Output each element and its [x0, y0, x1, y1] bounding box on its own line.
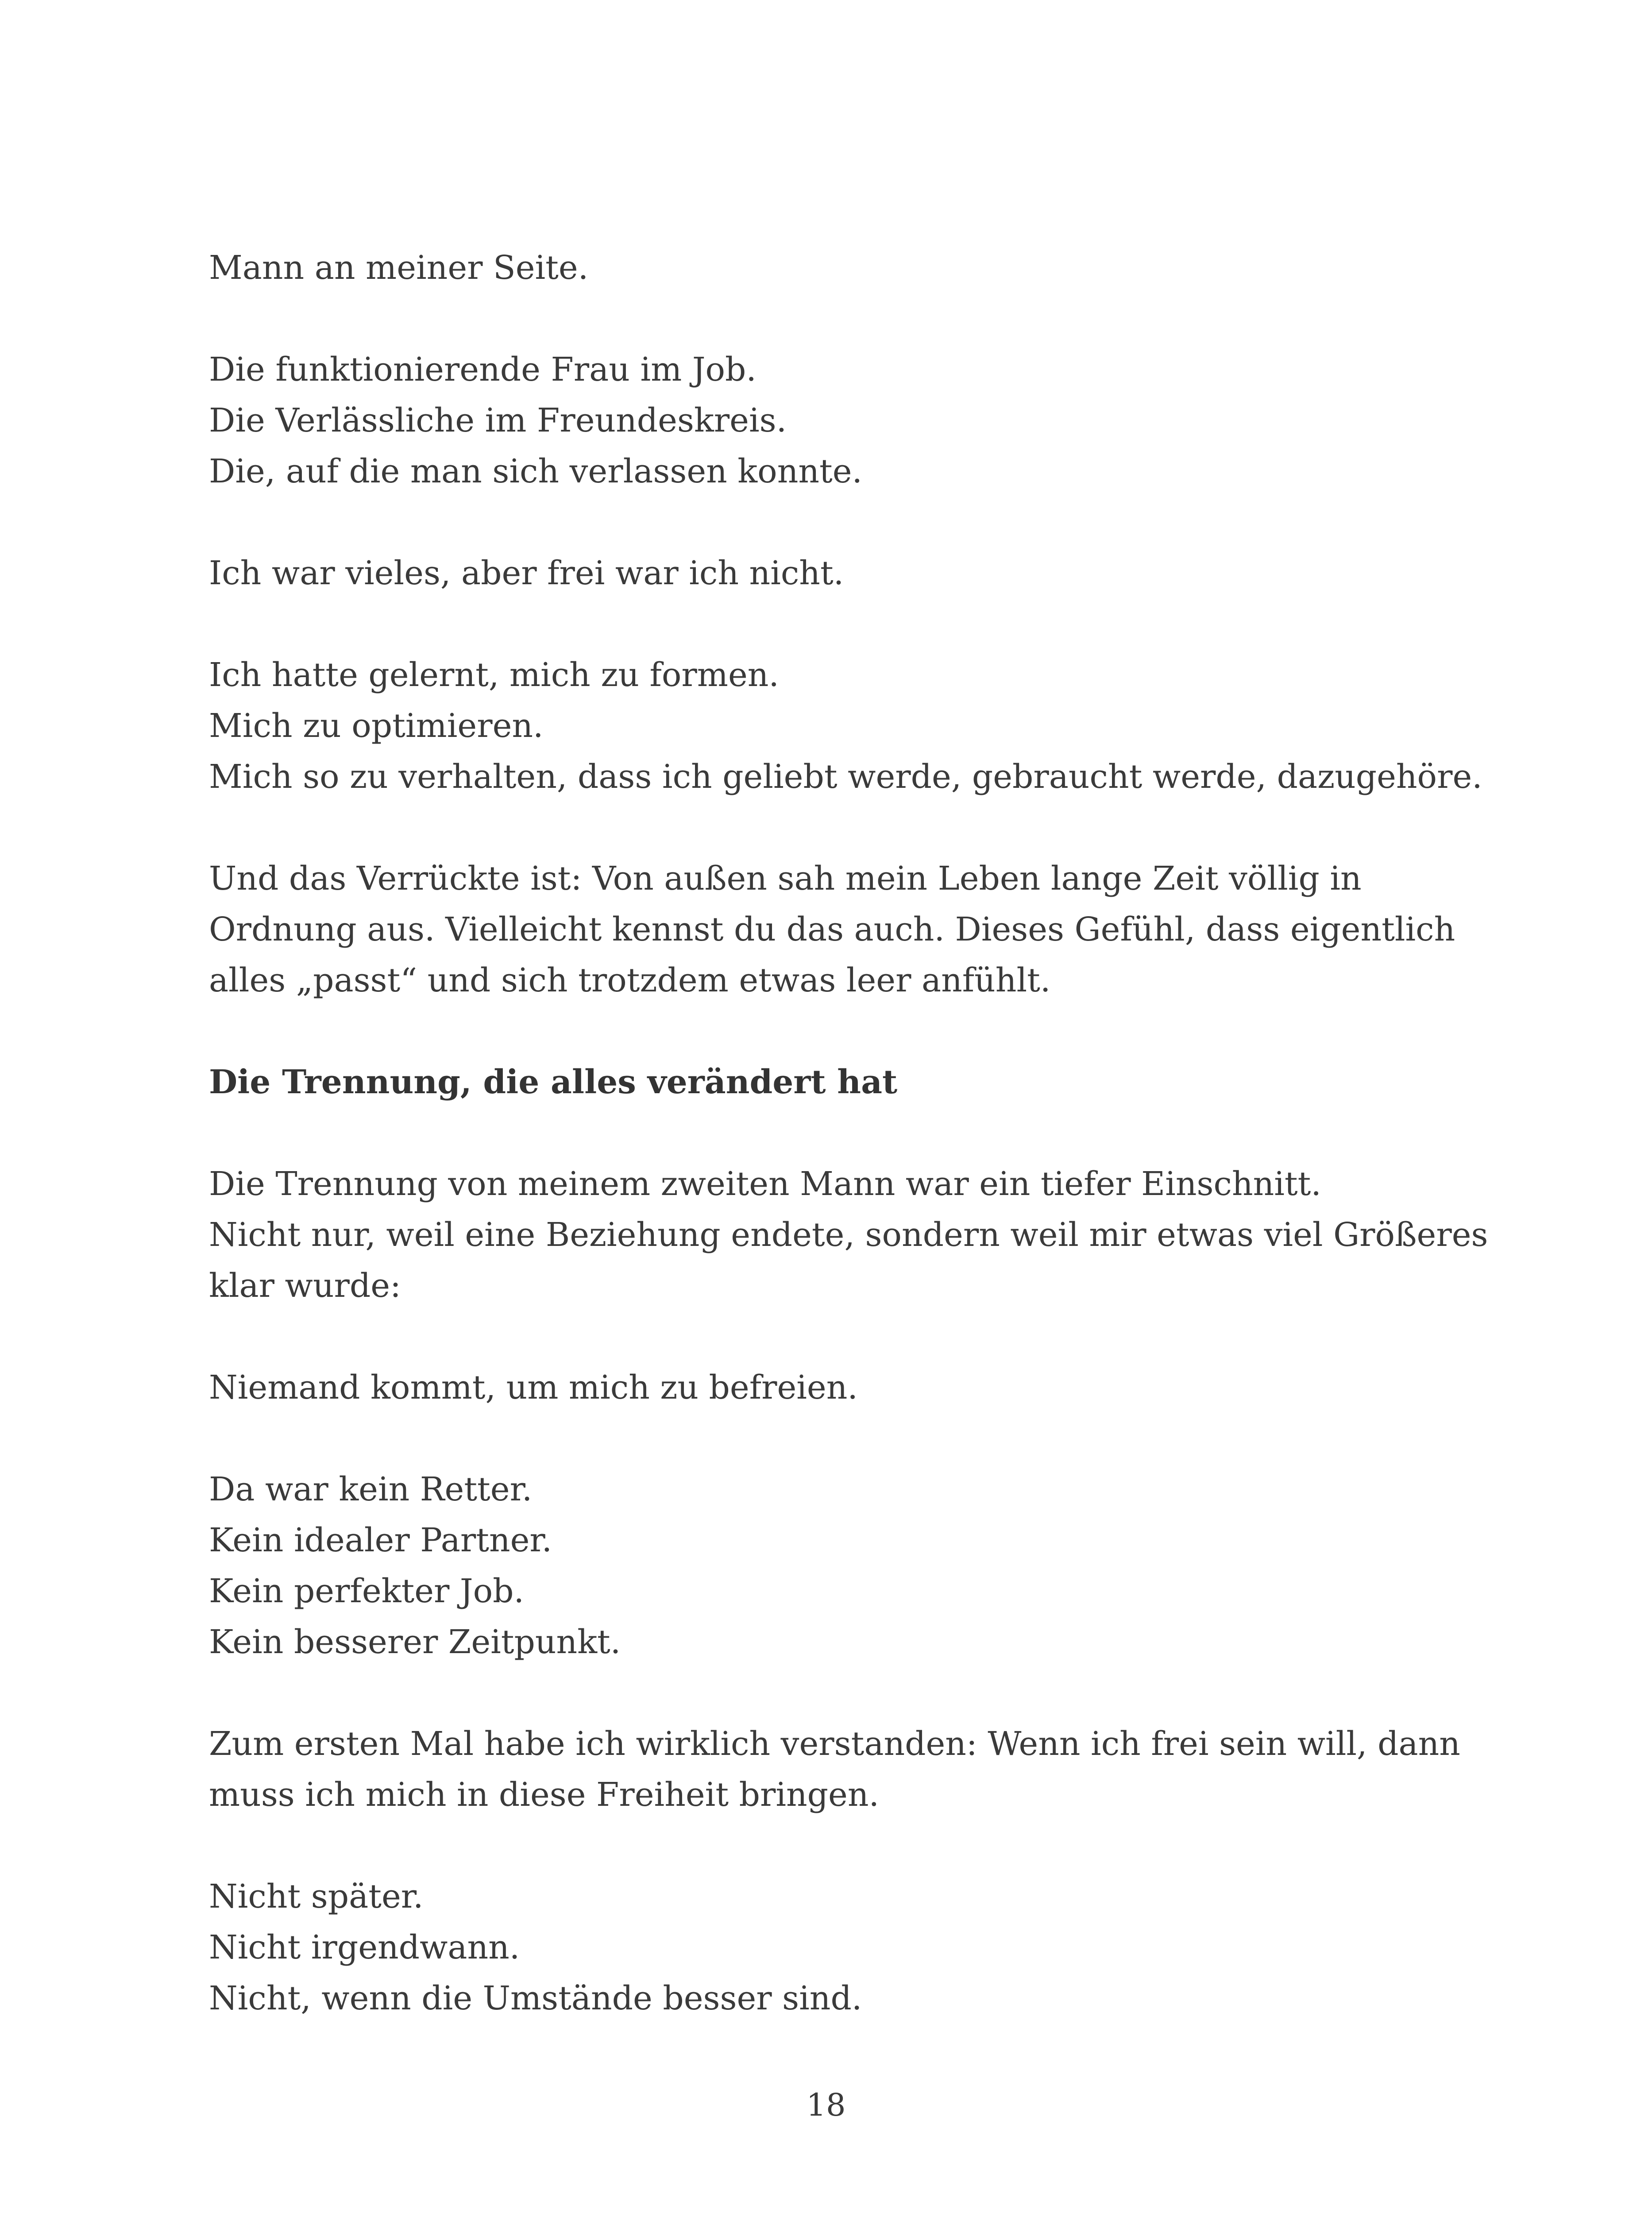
paragraph: [209, 1362, 1484, 1413]
page-text: [209, 243, 1488, 2075]
paragraph: [209, 243, 1484, 293]
heading-line: Die Trennung, die alles verändert hat: [209, 1063, 898, 1101]
text-line: Nicht, wenn die Umstände besser sind.: [209, 1979, 862, 2017]
paragraph: [209, 853, 1484, 1006]
paragraph: [209, 344, 1484, 497]
text-line: Nicht nur, weil eine Beziehung endete, sondern weil mir etwas viel Größeres: [209, 1216, 1488, 1254]
paragraph: [209, 1719, 1484, 1820]
text-line: alles „passt“ und sich trotzdem etwas leer anfühlt.: [209, 961, 1051, 999]
text-line: klar wurde:: [209, 1267, 401, 1305]
text-line: Ordnung aus. Vielleicht kennst du das auch. Dieses Gefühl, dass eigentlich: [209, 910, 1455, 948]
paragraph: [209, 1159, 1488, 1311]
text-line: Und das Verrückte ist: Von außen sah mein Leben lange Zeit völlig in: [209, 860, 1362, 898]
text-line: Die, auf die man sich verlassen konnte.: [209, 452, 863, 490]
text-line: Zum ersten Mal habe ich wirklich verstanden: Wenn ich frei sein will, dann: [209, 1725, 1460, 1763]
text-line: Die Trennung von meinem zweiten Mann war ein tiefer Einschnitt.: [209, 1165, 1321, 1203]
text-line: Ich hatte gelernt, mich zu formen.: [209, 656, 779, 694]
text-line: Mich zu optimieren.: [209, 707, 544, 745]
text-line: Nicht irgendwann.: [209, 1928, 520, 1966]
text-line: Kein idealer Partner.: [209, 1521, 552, 1559]
text-line: Da war kein Retter.: [209, 1470, 533, 1508]
text-line: Die funktionierende Frau im Job.: [209, 351, 757, 389]
text-line: Nicht später.: [209, 1878, 424, 1916]
page-number: 18: [806, 2087, 846, 2123]
paragraph: [209, 548, 1484, 599]
text-line: Niemand kommt, um mich zu befreien.: [209, 1369, 858, 1407]
text-line: muss ich mich in diese Freiheit bringen.: [209, 1776, 880, 1814]
section-heading: [209, 1057, 1484, 1108]
text-line: Mich so zu verhalten, dass ich geliebt werde, gebraucht werde, dazugehöre.: [209, 758, 1482, 796]
paragraph: [209, 1871, 1484, 2024]
text-line: Kein besserer Zeitpunkt.: [209, 1623, 621, 1661]
text-line: Ich war vieles, aber frei war ich nicht.: [209, 554, 844, 592]
text-line: Kein perfekter Job.: [209, 1572, 525, 1610]
paragraph: [209, 650, 1484, 802]
text-line: Die Verlässliche im Freundeskreis.: [209, 401, 787, 440]
text-line: Mann an meiner Seite.: [209, 249, 589, 287]
paragraph: [209, 1464, 1484, 1668]
